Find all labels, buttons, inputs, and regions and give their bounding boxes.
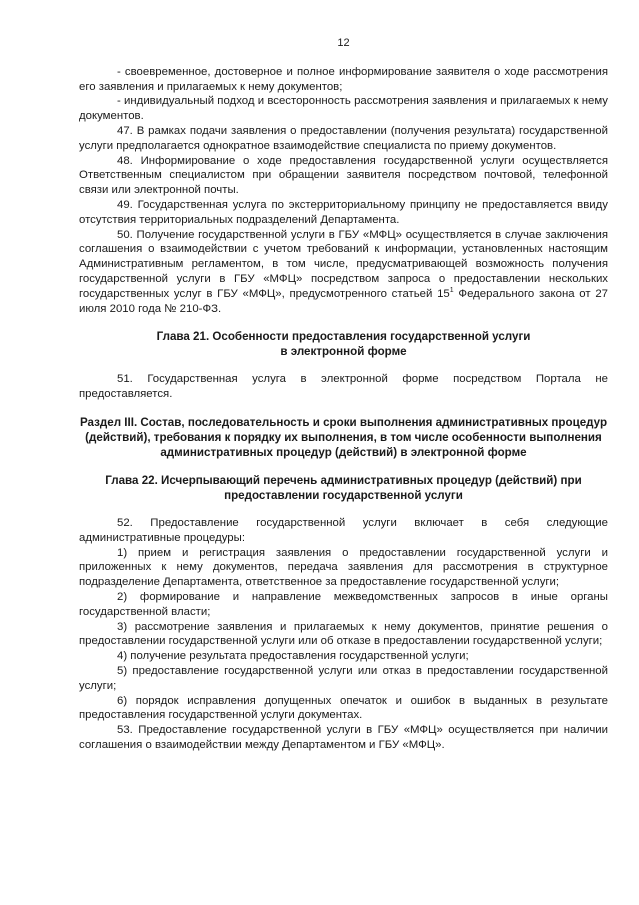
paragraph-52: 52. Предоставление государственной услуги включает в себя следующие административные процедуры: <box>79 516 608 544</box>
paragraph: - индивидуальный подход и всесторонность рассмотрения заявления и прилагаемых к нему документов. <box>79 95 608 123</box>
chapter-21-heading <box>79 329 608 359</box>
paragraph-48: 48. Информирование о ходе предоставления государственной услуги осуществляется Ответственным специалистом при обращении заявителя посредством почтовой, телефонной связи или электронной почты. <box>79 154 608 197</box>
list-item: 3) рассмотрение заявления и прилагаемых к нему документов, принятие решения о предоставлении государственной услуги или об отказе в предоставлении государственной услуги; <box>79 620 608 648</box>
paragraph-49: 49. Государственная услуга по экстерриториальному принципу не предоставляется ввиду отсутствия территориальных подразделений Департамента. <box>79 198 608 226</box>
paragraph-53: 53. Предоставление государственной услуги в ГБУ «МФЦ» осуществляется при наличии соглашения о взаимодействии между Департаментом и ГБУ «МФЦ». <box>79 724 608 751</box>
footnote-superscript: 1 <box>449 286 454 294</box>
paragraph-51: 51. Государственная услуга в электронной форме посредством Портала не предоставляется. <box>79 373 608 401</box>
paragraph: - своевременное, достоверное и полное информирование заявителя о ходе рассмотрения его заявления и прилагаемых к нему документов; <box>79 65 608 93</box>
list-item: 1) прием и регистрация заявления о предоставлении государственной услуги и приложенных к нему документов, передача заявления для рассмотрения в структурное подразделение Департамента, ответственное за предоставление государственной услуги; <box>79 546 608 589</box>
paragraph-50-text-end: Федерального закона от 27 июля 2010 года № 210-ФЗ. <box>79 287 608 315</box>
chapter-22-heading: Глава 22. Исчерпывающий перечень административных процедур (действий) при предоставлении государственной услуги <box>105 473 582 502</box>
section-3-heading: Раздел III. Состав, последовательность и сроки выполнения административных процедур (действий), требования к порядку их выполнения, в том числе особенности выполнения административных процедур (действий) в электронной форме <box>79 415 608 459</box>
chapter-21-title-line2: в электронной форме <box>280 345 407 359</box>
list-item: 4) получение результата предоставления государственной услуги; <box>117 650 469 663</box>
list-item: 6) порядок исправления допущенных опечаток и ошибок в выданных в результате предоставления государственной услуги документах. <box>79 694 608 722</box>
list-item: 5) предоставление государственной услуги или отказ в предоставлении государственной услуги; <box>79 664 608 692</box>
list-item: 2) формирование и направление межведомственных запросов в иные органы государственной власти; <box>79 590 608 618</box>
chapter-21-title-line1: Глава 21. Особенности предоставления государственной услуги <box>156 330 531 344</box>
paragraph-47: 47. В рамках подачи заявления о предоставлении (получения результата) государственной услуги предполагается однократное взаимодействие специалиста по приему документов. <box>79 124 608 152</box>
paragraph-50-text: 50. Получение государственной услуги в ГБУ «МФЦ» осуществляется в случае заключения соглашения о взаимодействии с учетом требований к информации, установленных настоящим Административным регламентом, в том числе, предусматривающей возможность получения государственной услуги в ГБУ «МФЦ» посредством запроса о предоставлении нескольких государственных услуг в ГБУ «МФЦ», предусмотренного статьей 15 <box>79 228 608 300</box>
page-number: 12 <box>337 37 350 49</box>
paragraph-50 <box>79 228 608 317</box>
